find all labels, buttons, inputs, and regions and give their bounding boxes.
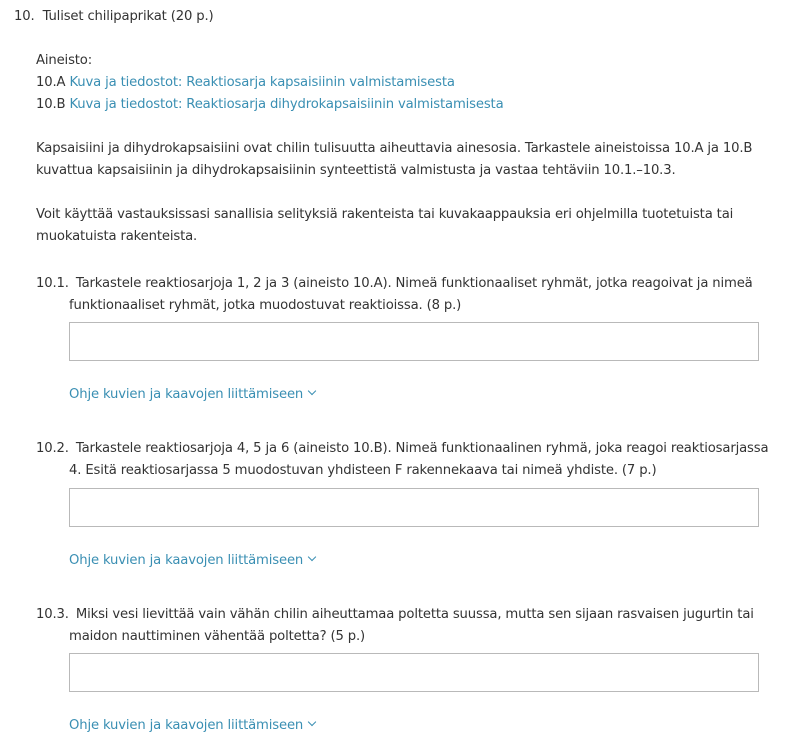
answer-field-10-2[interactable] [69,488,759,527]
help-link-10-3[interactable] [69,716,315,736]
question-title: Tuliset chilipaprikat (20 p.) [42,9,214,24]
chevron-down-icon [308,718,316,726]
material-link-10a[interactable]: Kuva ja tiedostot: Reaktiosarja kapsaisiinin valmistamisesta [69,75,455,90]
help-link-10-1[interactable] [69,385,315,405]
subquestion-10-2-text [36,438,768,460]
chevron-down-icon [308,387,316,395]
subquestion-number: 10.1. [36,276,69,291]
material-item-10b [36,94,504,116]
material-prefix: 10.B [36,97,66,112]
subquestion-line: 4. Esitä reaktiosarjassa 5 muodostuvan yhdisteen F rakennekaava tai nimeä yhdiste. (7 p.) [69,463,657,478]
subquestion-line: funktionaaliset ryhmät, jotka muodostuvat reaktioissa. (8 p.) [69,298,462,313]
subquestion-line: maidon nauttiminen vähentää poltetta? (5 p.) [69,629,365,644]
materials-heading: Aineisto: [36,53,93,68]
help-link-10-2[interactable] [69,551,315,571]
intro-text-line: Voit käyttää vastauksissasi sanallisia selityksiä rakenteista tai kuvakaappauksia eri ohjelmilla tuotetuista tai [36,207,734,222]
subquestion-line: Tarkastele reaktiosarjoja 1, 2 ja 3 (aineisto 10.A). Nimeä funktionaaliset ryhmät, jotka reagoivat ja nimeä [75,276,753,291]
intro-text-line: kuvattua kapsaisiinin ja dihydrokapsaisiinin synteettistä valmistusta ja vastaa tehtäviin 10.1.–10.3. [36,163,676,178]
material-item-10a [36,72,455,94]
subquestion-10-1-text [36,273,753,295]
question-number: 10. [14,9,35,24]
subquestion-10-3-text [36,604,754,626]
answer-field-10-3[interactable] [69,653,759,692]
question-header [14,6,214,28]
help-link-label: Ohje kuvien ja kaavojen liittämiseen [69,718,304,733]
subquestion-line: Miksi vesi lievittää vain vähän chilin aiheuttamaa poltetta suussa, mutta sen sijaan rasvaisen jugurtin tai [75,607,754,622]
subquestion-line: Tarkastele reaktiosarjoja 4, 5 ja 6 (aineisto 10.B). Nimeä funktionaalinen ryhmä, joka reagoi reaktiosarjassa [75,441,769,456]
chevron-down-icon [308,553,316,561]
help-link-label: Ohje kuvien ja kaavojen liittämiseen [69,553,304,568]
material-link-10b[interactable]: Kuva ja tiedostot: Reaktiosarja dihydrokapsaisiinin valmistamisesta [69,97,504,112]
intro-text-line: muokatuista rakenteista. [36,229,198,244]
subquestion-number: 10.3. [36,607,69,622]
intro-text-line: Kapsaisiini ja dihydrokapsaisiini ovat chilin tulisuutta aiheuttavia ainesosia. Tarkastele aineistoissa 10.A ja 10.B [36,141,753,156]
subquestion-number: 10.2. [36,441,69,456]
material-prefix: 10.A [36,75,66,90]
answer-field-10-1[interactable] [69,322,759,361]
help-link-label: Ohje kuvien ja kaavojen liittämiseen [69,387,304,402]
